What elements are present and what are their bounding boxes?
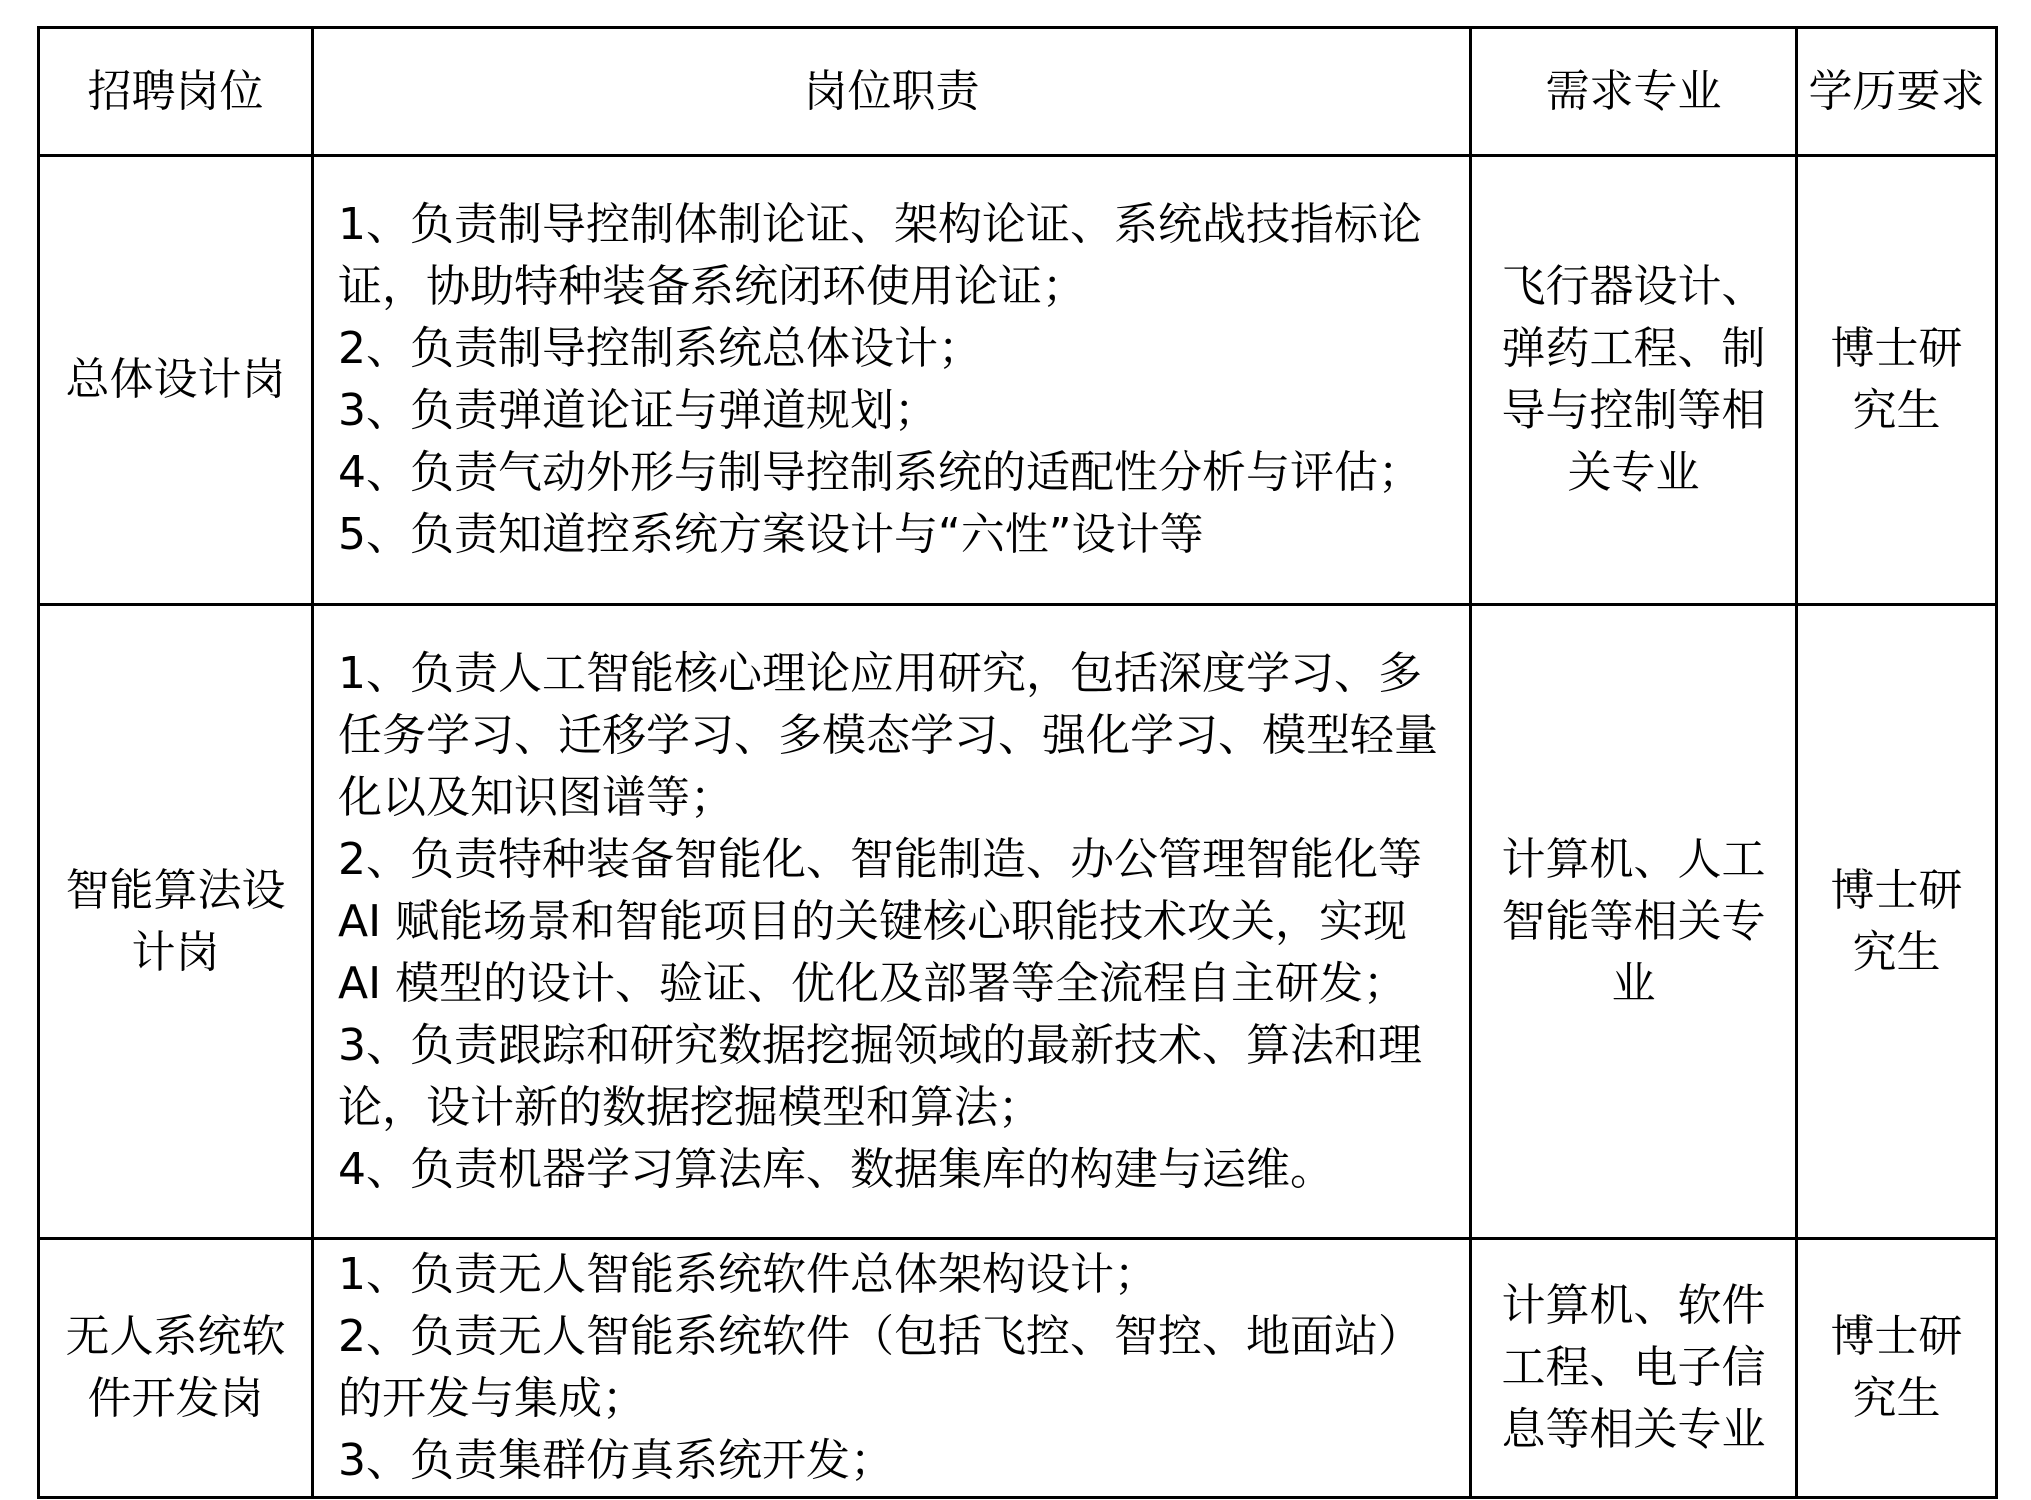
table-row	[39, 156, 1997, 605]
duties-cell	[313, 605, 1471, 1239]
duty-item: 2、负责无人智能系统软件（包括飞控、智控、地面站）的开发与集成；	[338, 1311, 1422, 1424]
duty-item: 3、负责跟踪和研究数据挖掘领域的最新技术、算法和理论，设计新的数据挖掘模型和算法；	[338, 1019, 1422, 1133]
header-duties: 岗位职责	[313, 28, 1471, 156]
duty-item: 3、负责集群仿真系统开发；	[338, 1435, 894, 1486]
post-cell: 无人系统软件开发岗	[39, 1239, 313, 1498]
post-cell: 总体设计岗	[39, 156, 313, 605]
duty-item: 3、负责弹道论证与弹道规划；	[338, 385, 938, 436]
duties-cell	[313, 1239, 1471, 1498]
header-education: 学历要求	[1797, 28, 1997, 156]
recruitment-table	[37, 26, 1998, 1499]
duty-item: 5、负责知道控系统方案设计与“六性”设计等	[338, 509, 1204, 560]
table-row	[39, 605, 1997, 1239]
header-row	[39, 28, 1997, 156]
duty-item: 1、负责制导控制体制论证、架构论证、系统战技指标论证，协助特种装备系统闭环使用论证；	[338, 199, 1422, 312]
duty-item: 1、负责人工智能核心理论应用研究，包括深度学习、多任务学习、迁移学习、多模态学习、强化学习、模型轻量化以及知识图谱等；	[338, 647, 1438, 823]
duty-item: 2、负责特种装备智能化、智能制造、办公管理智能化等 AI 赋能场景和智能项目的关键核心职能技术攻关，实现 AI 模型的设计、验证、优化及部署等全流程自主研发；	[338, 833, 1422, 1009]
education-cell: 博士研究生	[1797, 156, 1997, 605]
duty-item: 2、负责制导控制系统总体设计；	[338, 323, 982, 374]
duties-cell	[313, 156, 1471, 605]
duty-item: 4、负责气动外形与制导控制系统的适配性分析与评估；	[338, 447, 1422, 498]
header-post: 招聘岗位	[39, 28, 313, 156]
header-major: 需求专业	[1471, 28, 1797, 156]
education-cell: 博士研究生	[1797, 605, 1997, 1239]
duty-item: 4、负责机器学习算法库、数据集库的构建与运维。	[338, 1143, 1334, 1195]
post-cell: 智能算法设计岗	[39, 605, 313, 1239]
major-cell: 飞行器设计、弹药工程、制导与控制等相关专业	[1471, 156, 1797, 605]
major-cell: 计算机、软件工程、电子信息等相关专业	[1471, 1239, 1797, 1498]
table-row	[39, 1239, 1997, 1498]
education-cell: 博士研究生	[1797, 1239, 1997, 1498]
major-cell: 计算机、人工智能等相关专业	[1471, 605, 1797, 1239]
duty-item: 1、负责无人智能系统软件总体架构设计；	[338, 1249, 1158, 1300]
